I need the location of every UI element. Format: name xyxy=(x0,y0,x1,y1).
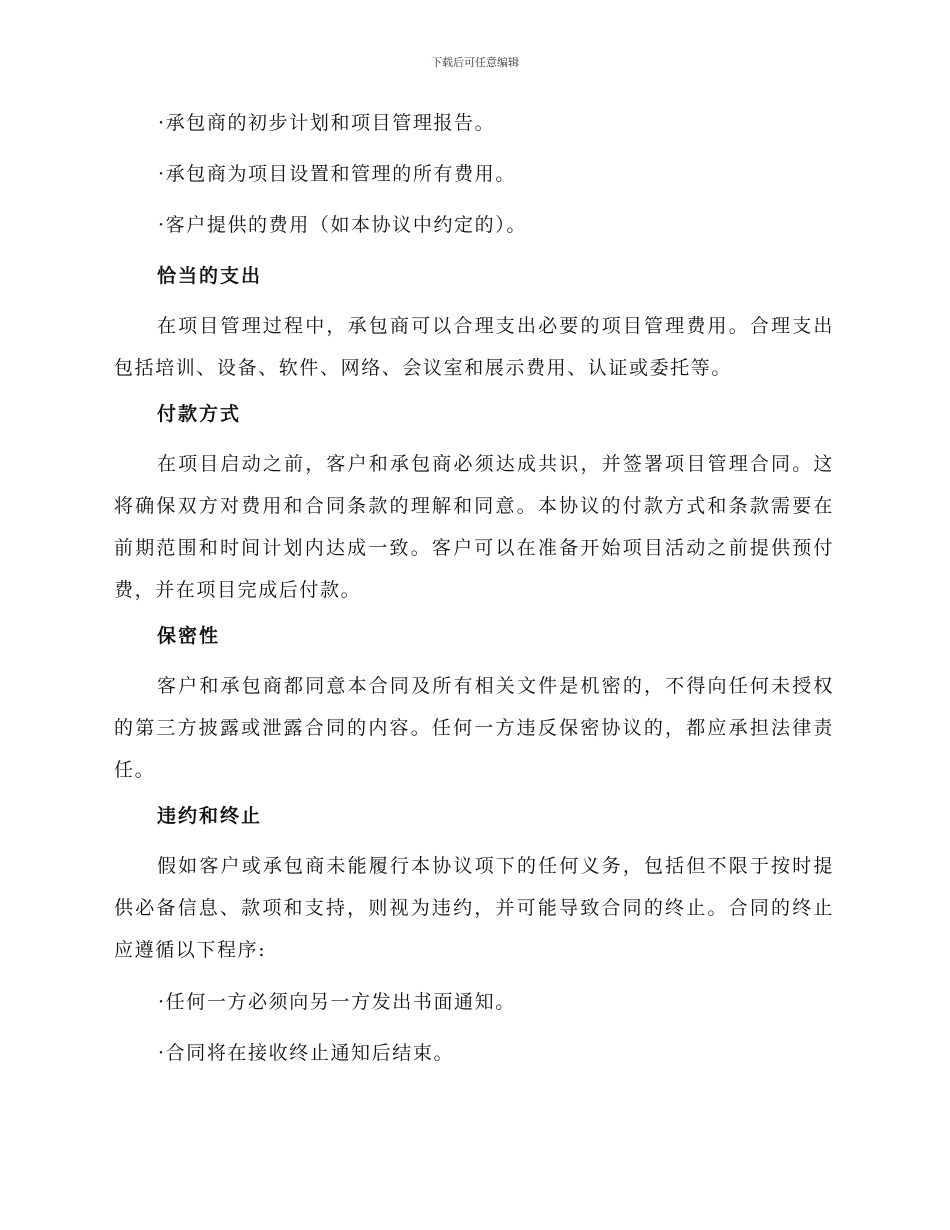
page-header: 下载后可任意编辑 xyxy=(431,56,519,69)
bullet-item: ·合同将在接收终止通知后结束。 xyxy=(158,1042,455,1064)
section-body-termination: 假如客户或承包商未能履行本协议项下的任何义务，包括但不限于按时提供必备信息、款项和支持，则视为违约，并可能导致合同的终止。合同的终止应遵循以下程序: xyxy=(114,855,834,961)
section-body-expenses: 在项目管理过程中，承包商可以合理支出必要的项目管理费用。合理支出包括培训、设备、软件、网络、会议室和展示费用、认证或委托等。 xyxy=(114,315,834,379)
bullet-item: ·任何一方必须向另一方发出书面通知。 xyxy=(158,991,516,1013)
section-body-payment: 在项目启动之前，客户和承包商必须达成共识，并签署项目管理合同。这将确保双方对费用和合同条款的理解和同意。本协议的付款方式和条款需要在前期范围和时间计划内达成一致。客户可以在准备开始项目活动之前提供预付费，并在项目完成后付款。 xyxy=(114,453,834,601)
bullet-item: ·承包商为项目设置和管理的所有费用。 xyxy=(158,163,516,185)
document-body xyxy=(114,110,834,1091)
section-body-confidentiality: 客户和承包商都同意本合同及所有相关文件是机密的，不得向任何未授权的第三方披露或泄露合同的内容。任何一方违反保密协议的，都应承担法律责任。 xyxy=(114,675,834,781)
section-heading-confidentiality: 保密性 xyxy=(157,625,221,647)
bullet-item: ·客户提供的费用（如本协议中约定的）。 xyxy=(158,214,527,236)
section-heading-expenses: 恰当的支出 xyxy=(157,265,263,287)
section-heading-termination: 违约和终止 xyxy=(157,805,263,827)
section-heading-payment: 付款方式 xyxy=(157,403,242,425)
bullet-item: ·承包商的初步计划和项目管理报告。 xyxy=(158,112,496,134)
